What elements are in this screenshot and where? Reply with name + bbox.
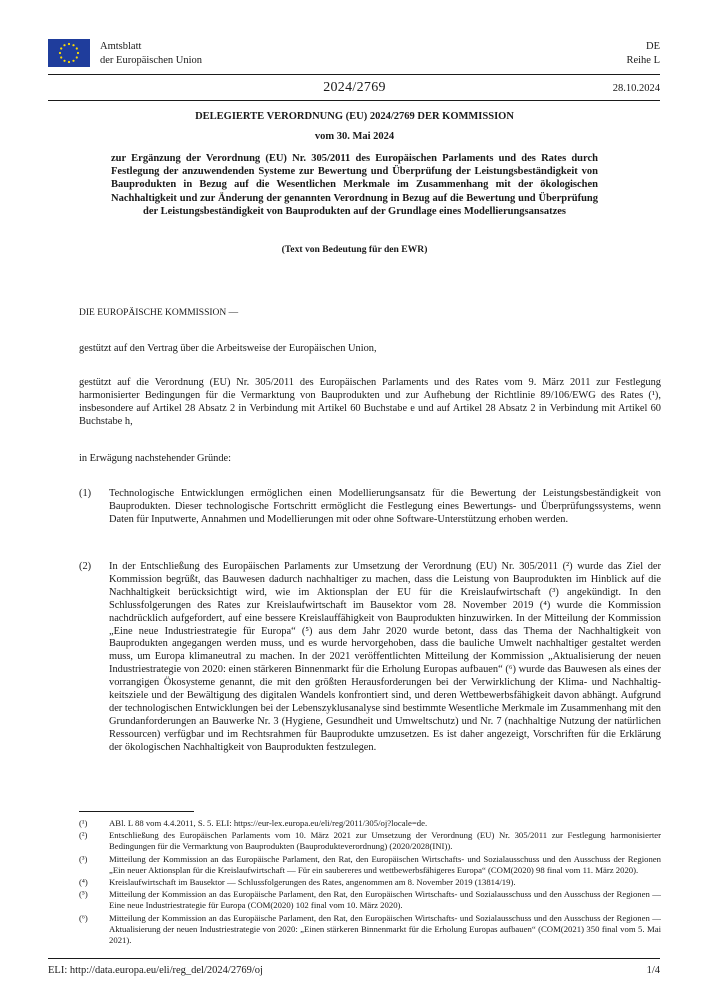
flag-star <box>77 52 79 54</box>
footnote-4 <box>79 877 661 888</box>
series-label: Reihe L <box>626 55 660 66</box>
recital-text: In der Entschließung des Europäischen Parlaments zur Umsetzung der Verordnung (EU) Nr. 305/2011 (²) wurde das Ziel der Kommission begrüßt, das Bauwesen dadurch nachhaltiger zu machen, dass die Leistung von Bauprodukten im Hinblick auf die Nachhaltigkeit berücksichtigt wird, wie im Aktionsplan der EU für die Kreislaufwirtschaft (³) angekündigt. In den Schlussfolgerungen des Rates zur Kreislaufwirtschaft im Bausektor vom 28. November 2019 (⁴) wurde die Kommission nachdrücklich aufgefordert, auf eine bessere Kreislauffähigkeit von Bauprodukten hinzuwirken. In der Mitteilung der Kommission „Eine neue Industriestrategie für Europa“ (⁵) aus dem Jahr 2020 wurde betont, dass das Thema der Nachhaltigkeit von Bauprodukten angegangen werden muss, und es wurde hervorgehoben, dass die bauliche Umwelt nachhaltiger gestaltet werden muss, um Europa klimaneutral zu machen. In der 2021 veröffentlichten Mitteilung der Kommission „Aktualisierung der neuen Industriestrategie von 2020: einen stärkeren Binnenmarkt für die Erholung Europas aufbauen“ (⁶) wurde das Bauwesen als eines der vorrangigen Ökosysteme genannt, die mit den größten Herausforderungen bei der Verwirklichung der Klima- und Nachhaltigkeitsziele und der Bewältigung des digitalen Wandels konfrontiert sind, und deren Wettbewerbsfähigkeit davon abhängt. Aufgrund der technologischen Entwicklungen bei der Lebenszyklusanalyse sind bestimmte Wesentliche Merkmale im Zusammenhang mit den Grundanforderungen an Bauwerke Nr. 3 (Hygiene, Gesundheit und Umweltschutz) und Nr. 7 (nachhaltige Nutzung der natürlichen Ressourcen) verfügbar und im Rechtsrahmen für Bauprodukte umzusetzen. Es ist daher angezeigt, Vorschriften für die Erklärung der ökologischen Nachhaltigkeit von Bauprodukten festzulegen. <box>109 561 661 753</box>
document-number: 2024/2769 <box>323 80 386 95</box>
eu-flag-icon <box>48 39 90 67</box>
footnote-text: Mitteilung der Kommission an das Europäische Parlament, den Rat, den Europäischen Wirtschafts- und Sozialausschuss und den Ausschuss der Regionen „Ein neuer Aktionsplan für die Kreislaufwirtschaft — Für ein saubereres und wettbewerbsfähigeres Europa“ (COM(2020) 98 final vom 11. März 2020). <box>109 853 661 875</box>
journal-name-line2: der Europäischen Union <box>100 55 203 66</box>
footnote-text: Mitteilung der Kommission an das Europäische Parlament, den Rat, den Europäischen Wirtschafts- und Sozialausschuss und den Ausschuss der Regionen — Aktualisierung der neuen Industriestrategie von 2020: „Einen stärkeren Binnenmarkt für die Erholung Europas aufbauen“ (COM(2021) 350 final vom 5. Mai 2021). <box>109 912 661 946</box>
journal-name-line1: Amtsblatt <box>100 41 142 52</box>
citation-treaty: gestützt auf den Vertrag über die Arbeitsweise der Europäischen Union, <box>79 343 377 354</box>
language-code: DE <box>646 41 660 52</box>
header-rule-2 <box>48 100 660 101</box>
eli-link[interactable]: ELI: http://data.europa.eu/eli/reg_del/2024/2769/oj <box>48 965 263 976</box>
footnote-number: (⁶) <box>79 912 88 923</box>
footnote-text: Mitteilung der Kommission an das Europäische Parlament, den Rat, den Europäischen Wirtschafts- und Sozialausschuss und den Ausschuss der Regionen — Eine neue Industriestrategie für Europa (COM(2020) 102 final vom 10. März 2020). <box>109 889 661 911</box>
footnote-1 <box>79 818 661 829</box>
footnote-number: (³) <box>79 853 88 864</box>
flag-star <box>72 60 74 62</box>
flag-star <box>59 52 61 54</box>
recital-number: (1) <box>79 488 92 499</box>
footnote-2 <box>79 830 661 852</box>
footnote-number: (²) <box>79 830 88 841</box>
flag-star <box>68 43 70 45</box>
flag-star <box>60 56 62 58</box>
footnote-text: Kreislaufwirtschaft im Bausektor — Schlussfolgerungen des Rates, angenommen am 8. November 2019 (13814/19). <box>109 877 516 888</box>
page-number: 1/4 <box>646 965 660 976</box>
footnote-5 <box>79 889 661 911</box>
flag-star <box>60 47 62 49</box>
footnote-number: (¹) <box>79 818 88 828</box>
regulation-date: vom 30. Mai 2024 <box>314 131 395 142</box>
publication-date: 28.10.2024 <box>612 83 660 94</box>
flag-star <box>76 56 78 58</box>
flag-star <box>76 47 78 49</box>
issuer: DIE EUROPÄISCHE KOMMISSION — <box>79 308 239 318</box>
regulation-title: DELEGIERTE VERORDNUNG (EU) 2024/2769 DER KOMMISSION <box>195 111 514 122</box>
footnote-6 <box>79 913 661 947</box>
recital-text: Technologische Entwicklungen ermöglichen einen Modellierungsansatz für die Bewertung der Leistungsbeständigkeit von Bauprodukten. Dieser technologische Fortschritt ermöglicht die Festlegung eines Bewertungs- und Überprüfungssystems, wenn Daten für Inputwerte, Annahmen und Modellierungen mit oder ohne Software-Unterstützung erhoben werden. <box>109 488 661 525</box>
footnote-text: Entschließung des Europäischen Parlaments vom 10. März 2021 zur Umsetzung der Verordnung (EU) Nr. 305/2011 zur Festlegung harmonisierter Bedingungen für die Vermarktung von Bauprodukten (Bauprodukteverordnung) (2020/2028(INI)). <box>109 830 661 852</box>
footnote-text: ABl. L 88 vom 4.4.2011, S. 5. ELI: https://eur-lex.europa.eu/eli/reg/2011/305/oj?locale=de. <box>109 818 428 828</box>
header-rule <box>48 74 660 75</box>
footnote-number: (⁴) <box>79 877 88 888</box>
footer-rule <box>48 958 660 959</box>
citation-regulation: gestützt auf die Verordnung (EU) Nr. 305/2011 des Europäischen Parlaments und des Rates vom 9. März 2011 zur Festlegung harmonisierter Bedingungen für die Vermarktung von Bauprodukten und zur Aufhebung der Richtlinie 89/106/EWG des Rates (¹), insbesondere auf Artikel 28 Absatz 2 in Verbindung mit Artikel 60 Buchstabe e und auf Artikel 28 Absatz 2 in Verbindung mit Artikel 60 Buchstabe h, <box>79 377 661 427</box>
recital-number: (2) <box>79 561 92 572</box>
header-right <box>626 40 660 68</box>
recitals-intro: in Erwägung nachstehender Gründe: <box>79 453 232 464</box>
flag-star <box>63 44 65 46</box>
flag-star <box>72 44 74 46</box>
footnote-3 <box>79 854 661 876</box>
footnote-number: (⁵) <box>79 889 88 900</box>
footnotes <box>79 818 661 947</box>
eea-relevance: (Text von Bedeutung für den EWR) <box>281 244 428 255</box>
flag-star <box>68 61 70 63</box>
flag-star <box>63 60 65 62</box>
regulation-subject: zur Ergänzung der Verordnung (EU) Nr. 305/2011 des Europäischen Parlaments und des Rates durch Festlegung der anzuwendenden Systeme zur Bewertung und Überprüfung der Leistungsbeständigkeit von Bauprodukten in Bezug auf die Wesentlichen Merkmale im Zusammenhang mit der ökologischen Nachhaltigkeit und zur Änderung der genannten Verordnung in Bezug auf die Bewertung und Überprüfung der Leistungsbeständigkeit von Bauprodukten auf der Grundlage eines Modellierungsansatzes <box>111 153 598 217</box>
journal-name <box>100 40 202 68</box>
footnote-rule <box>79 811 194 812</box>
